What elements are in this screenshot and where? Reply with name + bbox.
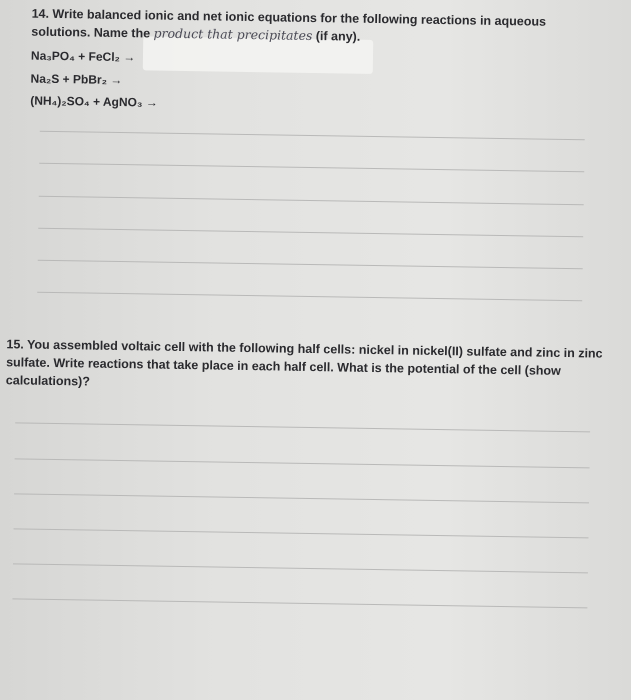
answer-line — [38, 260, 583, 270]
answer-line — [12, 598, 587, 608]
question-14-text-end: (if any). — [312, 29, 361, 44]
answer-line — [14, 493, 589, 503]
handwritten-correction: product that precipitates — [153, 25, 313, 44]
question-15-prompt: 15. You assembled voltaic cell with the following half cells: nickel in nickel(II) sulfate and zinc in zinc sulfate. Write reactions that take place in each half cell. What is the potential of the cell (show calculations)? — [5, 337, 603, 389]
answer-line — [14, 528, 589, 538]
reaction-2: Na₂S + PbBr₂ → — [30, 71, 123, 88]
answer-line — [13, 563, 588, 573]
reaction-3: (NH₄)₂SO₄ + AgNO₃ → — [30, 93, 158, 110]
answer-line — [37, 292, 582, 302]
answer-line — [15, 422, 590, 432]
answer-line — [39, 163, 584, 173]
reaction-1: Na₃PO₄ + FeCl₂ → — [30, 48, 136, 65]
answer-line — [40, 131, 585, 141]
question-14-prompt — [31, 5, 591, 50]
answer-line — [15, 458, 590, 468]
question-14-text: 14. Write balanced ionic and net ionic equations for the following reactions in aqueous solutions. Name the — [31, 6, 547, 41]
answer-line — [38, 228, 583, 238]
answer-line — [39, 196, 584, 206]
